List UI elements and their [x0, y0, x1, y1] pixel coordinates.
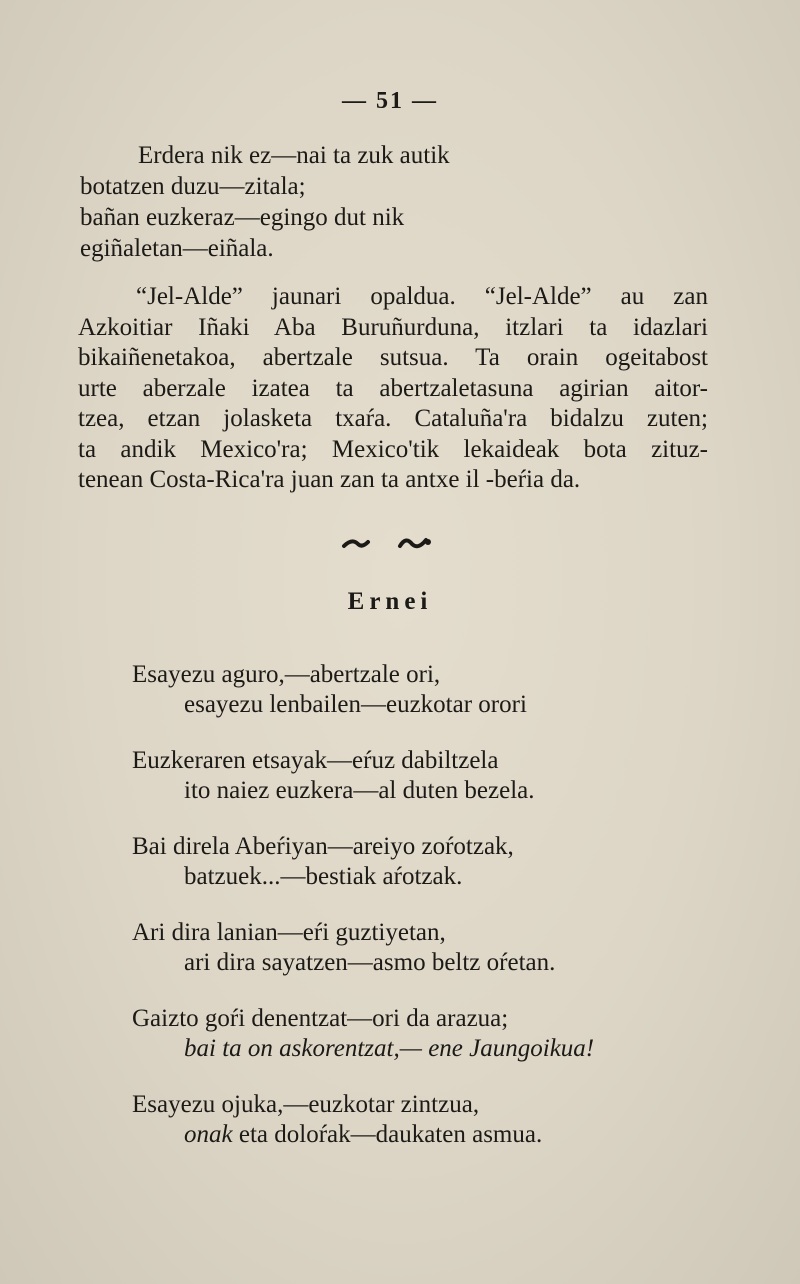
- intro-stanza: [80, 140, 720, 264]
- poem-line: [132, 1120, 692, 1150]
- intro-line-4: egiñaletan—eiñala.: [80, 235, 274, 262]
- couplet: [132, 1090, 692, 1150]
- poem-line: bai ta on askorentzat,— ene Jaungoikua!: [184, 1035, 595, 1062]
- intro-line-2: botatzen duzu—zitala;: [80, 173, 306, 200]
- page-number: — 51 —: [342, 88, 438, 114]
- poem-body: [132, 660, 692, 1176]
- poem-line: Euzkeraren etsayak—eŕuz dabiltzela: [132, 747, 499, 774]
- poem-line: esayezu lenbailen—euzkotar orori: [184, 691, 527, 718]
- section-ornament-icon: [340, 528, 440, 558]
- poem-line: Gaizto goŕi denentzat—ori da arazua;: [132, 1005, 509, 1032]
- couplet: [132, 918, 692, 978]
- couplet: [132, 832, 692, 892]
- prose-line-5: tzea, etzan jolasketa txaŕa. Cataluña'ra bidalzu zuten;: [78, 405, 708, 432]
- poem-line: Esayezu ojuka,—euzkotar zintzua,: [132, 1091, 480, 1118]
- dedication-paragraph: [78, 282, 708, 496]
- poem-line-rest: eta doloŕak—daukaten asmua.: [232, 1121, 543, 1148]
- prose-line-7: tenean Costa-Rica'ra juan zan ta antxe il -beŕia da.: [78, 466, 581, 493]
- poem-line: ari dira sayatzen—asmo beltz oŕetan.: [184, 949, 556, 976]
- poem-italic-word: onak: [184, 1121, 233, 1148]
- poem-line: ito naiez euzkera—al duten bezela.: [184, 777, 535, 804]
- prose-line-3: bikaiñenetakoa, abertzale sutsua. Ta orain ogeitabost: [78, 344, 708, 371]
- intro-line-3: bañan euzkeraz—egingo dut nik: [80, 204, 405, 231]
- couplet: [132, 1004, 692, 1064]
- poem-line: Bai direla Abeŕiyan—areiyo zoŕotzak,: [132, 833, 514, 860]
- prose-line-6: ta andik Mexico'ra; Mexico'tik lekaideak bota zituz-: [78, 435, 708, 463]
- couplet: [132, 746, 692, 806]
- poem-title: Ernei: [347, 588, 433, 615]
- poem-line: Esayezu aguro,—abertzale ori,: [132, 661, 441, 688]
- prose-line-4: urte aberzale izatea ta abertzaletasuna agirian aitor-: [78, 374, 708, 402]
- prose-line-1: “Jel-Alde” jaunari opaldua. “Jel-Alde” au zan: [136, 283, 708, 310]
- poem-line: Ari dira lanian—eŕi guztiyetan,: [132, 919, 446, 946]
- prose-line-2: Azkoitiar Iñaki Aba Buruñurduna, itzlari ta idazlari: [78, 313, 708, 341]
- poem-line: batzuek...—bestiak aŕotzak.: [184, 863, 463, 890]
- couplet: [132, 660, 692, 720]
- intro-line-1: Erdera nik ez—nai ta zuk autik: [138, 142, 450, 169]
